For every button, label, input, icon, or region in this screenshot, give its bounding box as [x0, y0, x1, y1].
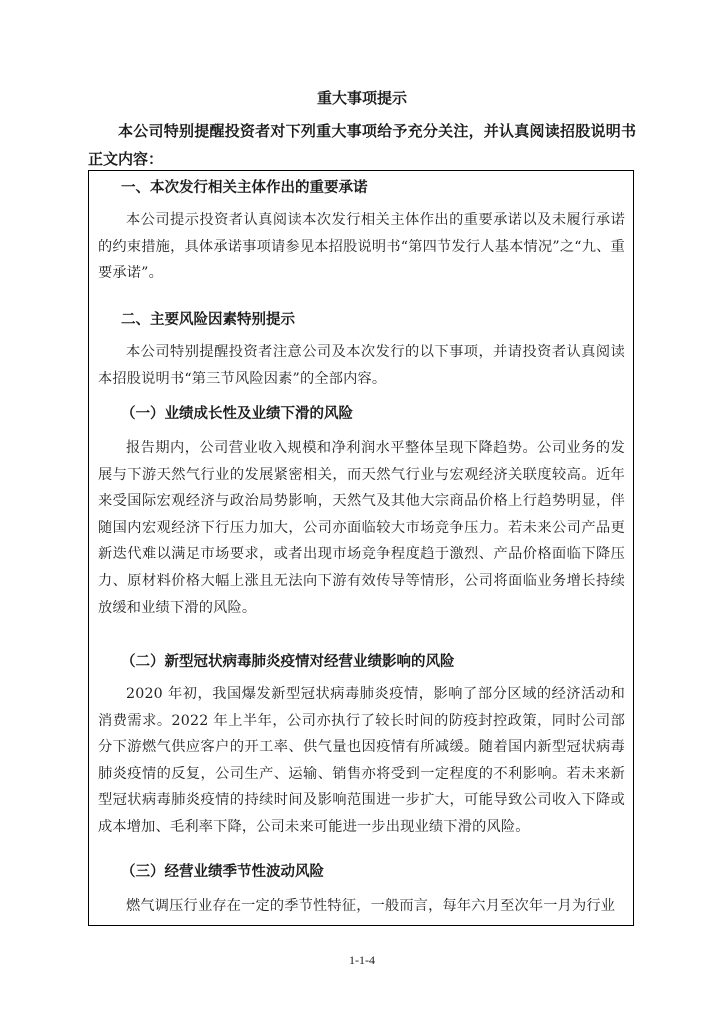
risk-1-paragraph: 报告期内，公司营业收入规模和净利润水平整体呈现下降趋势。公司业务的发展与下游天然气行业的发展紧密相关，而天然气行业与宏观经济关联度较高。近年来受国际宏观经济与政治局势影响，天然气及其他大宗商品价格上行趋势明显，伴随国内宏观经济下行压力加大，公司亦面临较大市场竞争压力。若未来公司产品更新迭代难以满足市场要求，或者出现市场竞争程度趋于激烈、产品价格面临下降压力、原材料价格大幅上涨且无法向下游有效传导等情形，公司将面临业务增长持续放缓和业绩下滑的风险。 — [98, 440, 625, 616]
risk-3-heading: （三）经营业绩季节性波动风险 — [121, 864, 324, 880]
risk-1-heading: （一）业绩成长性及业绩下滑的风险 — [121, 406, 353, 422]
section-1-heading: 一、本次发行相关主体作出的重要承诺 — [121, 180, 368, 196]
risk-2-heading: （二）新型冠状病毒肺炎疫情对经营业绩影响的风险 — [121, 654, 455, 670]
section-2-paragraph: 本公司特别提醒投资者注意公司及本次发行的以下事项，并请投资者认真阅读本招股说明书“第三节风险因素”的全部内容。 — [98, 344, 625, 387]
notice-box — [88, 170, 634, 926]
page-title: 重大事项提示 — [316, 89, 407, 107]
intro-paragraph: 本公司特别提醒投资者对下列重大事项给予充分关注，并认真阅读招股说明书正文内容： — [88, 122, 636, 168]
section-2-heading: 二、主要风险因素特别提示 — [121, 312, 295, 328]
risk-3-paragraph: 燃气调压行业存在一定的季节性特征，一般而言，每年六月至次年一月为行业 — [126, 898, 616, 914]
section-1-paragraph: 本公司提示投资者认真阅读本次发行相关主体作出的重要承诺以及未履行承诺的约束措施，具体承诺事项请参见本招股说明书“第四节发行人基本情况”之“九、重要承诺”。 — [98, 212, 625, 282]
risk-2-paragraph: 2020 年初，我国爆发新型冠状病毒肺炎疫情，影响了部分区域的经济活动和消费需求。2022 年上半年，公司亦执行了较长时间的防疫封控政策，同时公司部分下游燃气供应客户的开工率、供气量也因疫情有所减缓。随着国内新型冠状病毒肺炎疫情的反复，公司生产、运输、销售亦将受到一定程度的不利影响。若未来新型冠状病毒肺炎疫情的持续时间及影响范围进一步扩大，可能导致公司收入下降或成本增加、毛利率下降，公司未来可能进一步出现业绩下滑的风险。 — [98, 686, 625, 835]
page-number: 1-1-4 — [349, 953, 375, 967]
